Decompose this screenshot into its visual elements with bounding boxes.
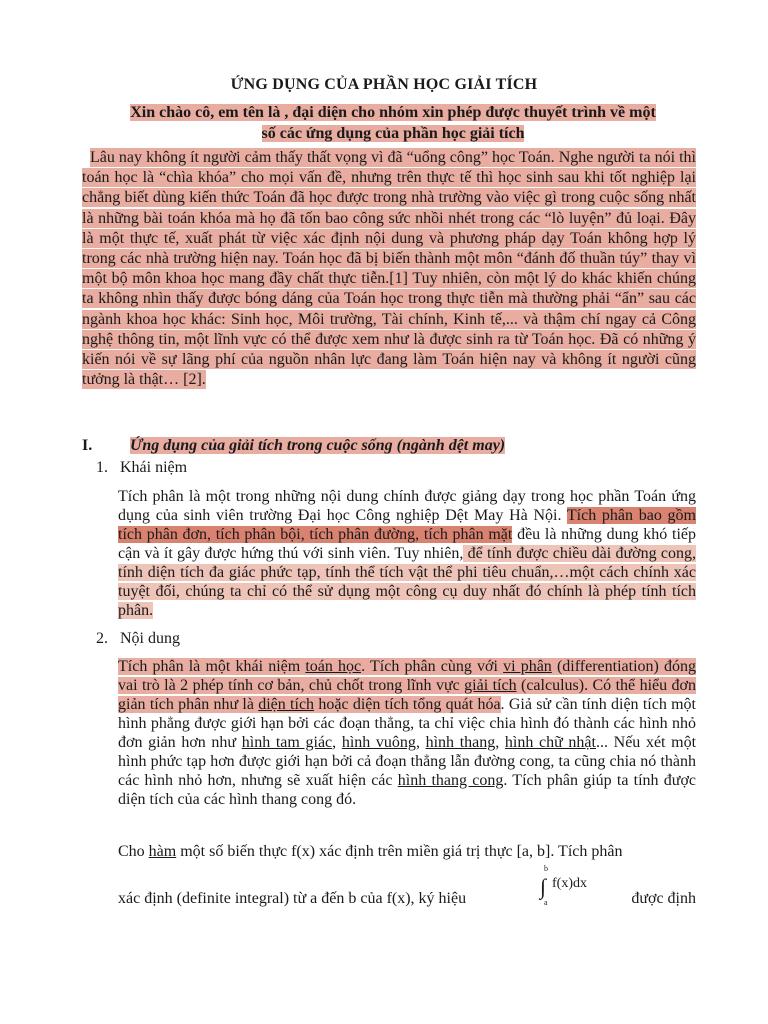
integral-lower-bound: a xyxy=(544,898,548,907)
subheading-noi-dung xyxy=(96,630,180,648)
integral-body: f(x)dx xyxy=(552,876,587,891)
link-hinh-thang-cong[interactable]: hình thang cong xyxy=(397,772,504,789)
p3-b: một số biến thực f(x) xác định trên miền giá trị thực [a, b]. Tích phân xyxy=(176,843,623,860)
link-vi-phan[interactable]: vi phân xyxy=(503,658,552,675)
subtitle-line-1: Xin chào cô, em tên là , đại diện cho nhóm xin phép được thuyết trình về một xyxy=(130,104,656,121)
p1-mid: đều là những dung khó tiếp cận và ít gây được hứng thú với sinh viên. Tuy nhiên, xyxy=(118,526,697,562)
link-toan-hoc[interactable]: toán học xyxy=(305,658,362,675)
paragraph-ham xyxy=(118,842,696,861)
section-title-text: Ứng dụng của giải tích trong cuộc sống (ngành dệt may) xyxy=(130,437,506,454)
p2-h: , xyxy=(415,734,426,751)
p1-highlight-dark: Tích phân bao gồm tích phân đơn, tích phân bội, tích phân đường, tích phân mặt xyxy=(118,507,696,543)
link-hinh-tam-giac[interactable]: hình tam giác xyxy=(241,734,333,751)
subheading-khai-niem xyxy=(96,459,187,477)
p2-g: , xyxy=(332,734,342,751)
paragraph-khai-niem xyxy=(118,487,696,620)
link-hinh-chu-nhat[interactable]: hình chữ nhật xyxy=(504,734,596,751)
p2-f: . Giả sử cần tính diện tích một hình phẳng được giới hạn bởi các đoạn thẳng, ta chỉ việc chia hình đó thành các hình nhỏ đơn giản hơn như xyxy=(118,696,696,751)
link-hinh-thang[interactable]: hình thang xyxy=(425,734,496,751)
p2-a: Tích phân là một khái niệm xyxy=(118,658,306,675)
intro-text: Lâu nay không ít người cảm thấy thất vọng vì đã “uổng công” học Toán. Nghe người ta nói thì toán học là “chìa khóa” cho mọi vấn đề, nhưng trên thực tế thì học sinh sau khi tốt nghiệp lại chẳng biết dùng kiến thức Toán đã học được trong nhà trường vào việc gì trong cuộc sống nhất là những bài toán khóa mà họ đã tốn bao công sức nhồi nhét trong các “lò luyện” đủ loại. Đây là một thực tế, xuất phát từ việc xác định nội dung và phương pháp dạy Toán không hợp lý trong các nhà trường hiện nay. Toán học đã bị biến thành một môn “đánh đố thuần túy” thay vì một bộ môn khoa học mang đầy chất thực tiễn.[1] Tuy nhiên, còn một lý do khác khiến chúng ta không nhìn thấy được bóng dáng của Toán học trong thực tiễn mà thường phải “ẩn” sau các ngành khoa học khác: Sinh học, Môi trường, Tài chính, Kinh tế,... và thậm chí ngay cả Công nghệ thông tin, một lĩnh vực có thể được xem như là được sinh ra từ Toán học. Đã có những ý kiến nói về sự lãng phí của nguồn nhân lực đang làm Toán hiện nay và không ít người cũng tưởng là thật… [2]. xyxy=(82,149,696,389)
subtitle-line-2: số các ứng dụng của phần học giải tích xyxy=(261,125,525,142)
subheading-label: Khái niệm xyxy=(120,459,188,476)
p2-e: hoặc diện tích tổng quát hóa xyxy=(314,696,501,713)
p2-b: . Tích phân cùng với xyxy=(361,658,504,675)
last-line-left: xác định (definite integral) từ a đến b của f(x), ký hiệu xyxy=(118,890,467,907)
section-title xyxy=(130,437,505,455)
link-ham[interactable]: hàm xyxy=(148,843,177,860)
p1-plain: Tích phân là một trong những nội dung chính được giảng dạy trong học phần Toán ứng dụng của sinh viên trường Đại học Công nghiệp Dệt May Hà Nội. xyxy=(118,488,696,524)
link-dien-tich[interactable]: diện tích xyxy=(258,696,315,713)
subheading-label: Nội dung xyxy=(120,630,180,647)
link-giai-tich[interactable]: giải tích xyxy=(464,677,517,694)
last-line-right: được định xyxy=(631,890,696,907)
p3-a: Cho xyxy=(118,843,149,860)
subheading-number: 1. xyxy=(96,459,108,476)
p2-c: (differentiation) đóng vai trò là 2 phép tính cơ bản, chủ chốt trong lĩnh vực xyxy=(118,658,697,694)
paragraph-last-line xyxy=(118,890,696,908)
subheading-number: 2. xyxy=(96,630,108,647)
p2-i: , xyxy=(495,734,505,751)
intro-paragraph xyxy=(82,148,696,390)
paragraph-noi-dung xyxy=(118,657,696,809)
section-number: I. xyxy=(82,437,93,454)
integral-sign-icon: ∫ xyxy=(540,874,547,899)
p2-k: . Tích phân giúp ta tính được diện tích của các hình thang cong đó. xyxy=(118,772,697,808)
subtitle xyxy=(86,102,700,144)
p2-d: (calculus). Có thể hiểu đơn giản tích phân như là xyxy=(118,677,697,713)
p1-highlight-soft: để tính được chiều dài đường cong, tính diện tích đa giác phức tạp, tính thể tích vật thể phi tiêu chuẩn,…một cách chính xác tuyệt đối, chúng ta chỉ có thể sử dụng một công cụ duy nhất đó chính là phép tính tích phân. xyxy=(118,545,696,619)
page-title: ỨNG DỤNG CỦA PHẦN HỌC GIẢI TÍCH xyxy=(230,76,538,93)
p2-j: ... Nếu xét một hình phức tạp hơn được giới hạn bởi cả đoạn thẳng lẫn đường cong, ta cũng chia nó thành các hình nhỏ hơn, nhưng sẽ xuất hiện các xyxy=(118,734,697,789)
integral-upper-bound: b xyxy=(544,864,548,873)
link-hinh-vuong[interactable]: hình vuông xyxy=(341,734,416,751)
